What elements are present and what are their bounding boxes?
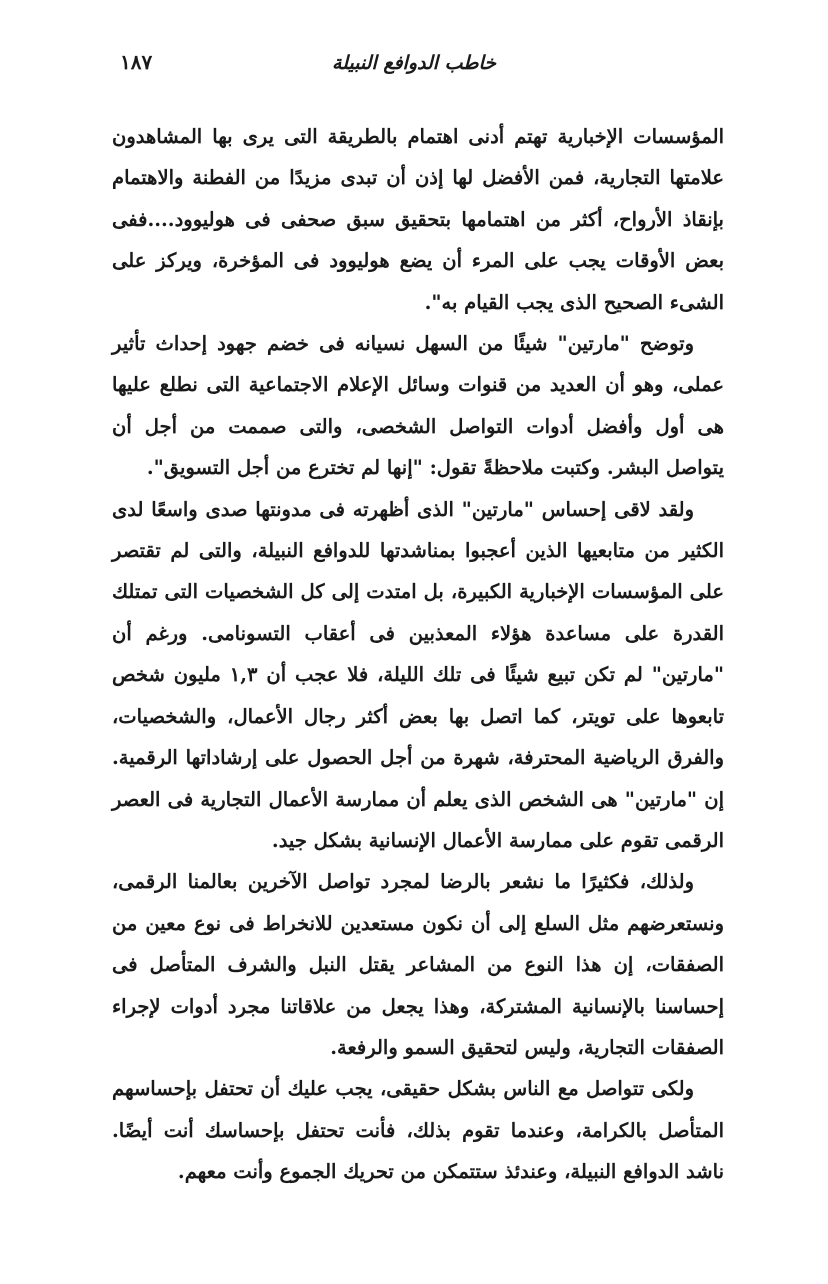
paragraph-continued: المؤسسات الإخبارية تهتم أدنى اهتمام بالطريقة التى يرى بها المشاهدون علامتها التجارية، فمن الأفضل لها إذن أن تبدى مزيدًا من الفطنة والاهتمام بإنقاذ الأرواح، أكثر من اهتمامها بتحقيق سبق صحفى فى هوليوود....ففى بعض الأوقات يجب على المرء أن يضع هوليوود فى المؤخرة، ويركز على الشىء الصحيح الذى يجب القيام به". xyxy=(112,125,724,314)
body-text xyxy=(112,116,724,1193)
page-number: ١٨٧ xyxy=(120,50,153,74)
running-head xyxy=(100,50,728,80)
running-title: خاطب الدوافع النبيلة xyxy=(332,52,496,74)
paragraph: ولقد لاقى إحساس "مارتين" الذى أظهرته فى مدونتها صدى واسعًا لدى الكثير من متابعيها الذين أعجبوا بمناشدتها للدوافع النبيلة، والتى لم تقتصر على المؤسسات الإخبارية الكبيرة، بل امتدت إلى كل الشخصيات التى تمتلك القدرة على مساعدة هؤلاء المعذبين فى أعقاب التسونامى. ورغم أن "مارتين" لم تكن تبيع شيئًا فى تلك الليلة، فلا عجب أن ١,٣ مليون شخص تابعوها على تويتر، كما اتصل بها بعض أكثر رجال الأعمال، والشخصيات، والفرق الرياضية المحترفة، شهرة من أجل الحصول على إرشاداتها الرقمية. إن "مارتين" هى الشخص الذى يعلم أن ممارسة الأعمال التجارية فى العصر الرقمى تقوم على ممارسة الأعمال الإنسانية بشكل جيد. xyxy=(112,497,724,852)
paragraph: ولذلك، فكثيرًا ما نشعر بالرضا لمجرد تواصل الآخرين بعالمنا الرقمى، ونستعرضهم مثل السلع إلى أن نكون مستعدين للانخراط فى نوع معين من الصفقات، إن هذا النوع من المشاعر يقتل النبل والشرف المتأصل فى إحساسنا بالإنسانية المشتركة، وهذا يجعل من علاقاتنا مجرد أدوات لإجراء الصفقات التجارية، وليس لتحقيق السمو والرفعة. xyxy=(112,870,724,1059)
paragraph: وتوضح "مارتين" شيئًا من السهل نسيانه فى خضم جهود إحداث تأثير عملى، وهو أن العديد من قنوات وسائل الإعلام الاجتماعية التى نطلع عليها هى أول وأفضل أدوات التواصل الشخصى، والتى صممت من أجل أن يتواصل البشر. وكتبت ملاحظةً تقول: "إنها لم تخترع من أجل التسويق". xyxy=(112,332,724,480)
paragraph: ولكى تتواصل مع الناس بشكل حقيقى، يجب عليك أن تحتفل بإحساسهم المتأصل بالكرامة، وعندما تقوم بذلك، فأنت تحتفل بإحساسك أنت أيضًا. ناشد الدوافع النبيلة، وعندئذ ستتمكن من تحريك الجموع وأنت معهم. xyxy=(112,1077,724,1184)
